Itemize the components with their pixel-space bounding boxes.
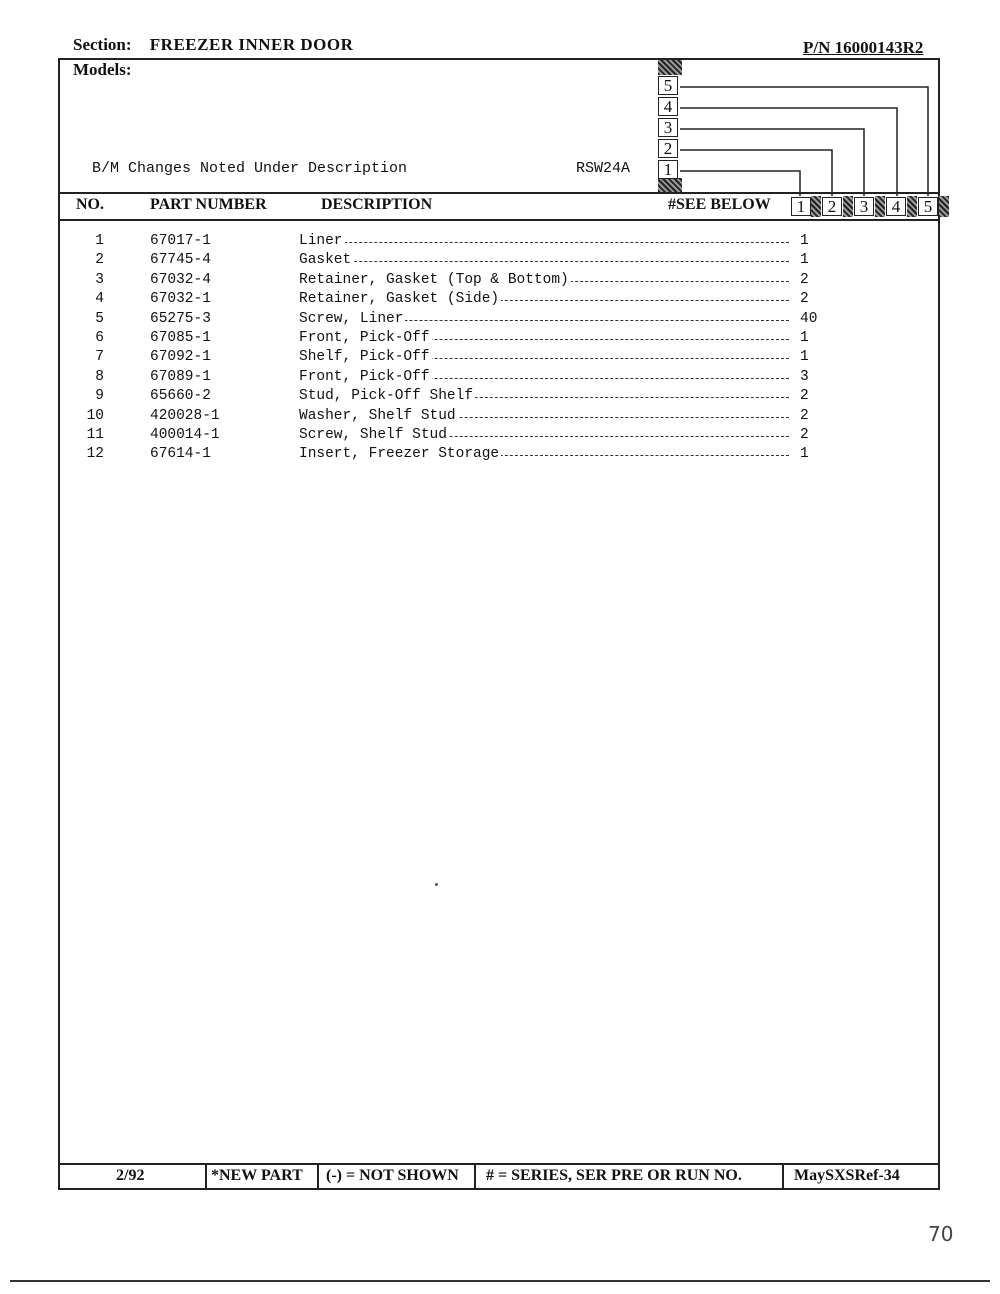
row-part-number: 65660-2: [150, 388, 211, 405]
row-description-text: Front, Pick-Off: [299, 368, 430, 385]
table-row: [0, 446, 1000, 465]
row-no: 11: [86, 427, 104, 443]
row-quantity: 3: [800, 368, 809, 385]
row-no: 4: [95, 291, 104, 308]
row-description: [299, 349, 789, 365]
row-quantity: 1: [800, 233, 809, 249]
footer-bar: [58, 1163, 940, 1190]
row-part-number: 67745-4: [150, 252, 211, 269]
row-description-text: Retainer, Gasket (Side): [299, 291, 500, 308]
stack-box-1: 1: [658, 160, 678, 179]
row-part-number: 67032-4: [150, 271, 211, 288]
row-no: 1: [95, 233, 104, 249]
row-quantity: 2: [800, 388, 809, 405]
row-quantity: 1: [800, 446, 809, 463]
footer-divider: [205, 1165, 207, 1190]
row-part-number: 420028-1: [150, 407, 220, 424]
models-label: Models:: [73, 60, 132, 79]
row-no: 9: [95, 388, 104, 405]
row-description-text: Screw, Liner: [299, 310, 404, 327]
stack-box-4: 4: [658, 97, 678, 116]
footer-not-shown: (-) = NOT SHOWN: [326, 1167, 459, 1184]
row-part-number: 67614-1: [150, 446, 211, 463]
series-box-5: 5: [918, 197, 938, 216]
leader-dashes: [299, 242, 789, 243]
row-description: [299, 446, 789, 462]
col-no: NO.: [76, 196, 104, 213]
row-description: [299, 233, 789, 249]
row-no: 10: [86, 407, 104, 424]
shade-gap: [907, 196, 917, 217]
footer-date: 2/92: [116, 1167, 145, 1184]
row-description-text: Gasket: [299, 252, 352, 269]
section-label: Section:: [73, 35, 132, 54]
stack-box-5: 5: [658, 76, 678, 95]
row-no: 6: [95, 330, 104, 346]
row-part-number: 65275-3: [150, 310, 211, 327]
row-part-number: 400014-1: [150, 427, 220, 443]
shade-gap: [811, 196, 821, 217]
row-quantity: 2: [800, 427, 809, 443]
header-separator: [58, 192, 940, 194]
row-part-number: 67032-1: [150, 291, 211, 308]
row-description-text: Front, Pick-Off: [299, 330, 430, 346]
series-box-2: 2: [822, 197, 842, 216]
row-description: [299, 291, 789, 307]
row-description: [299, 408, 789, 424]
leader-dashes: [299, 261, 789, 262]
table-row: [0, 233, 1000, 252]
connector-5: [680, 87, 928, 196]
table-row: [0, 252, 1000, 271]
row-quantity: 2: [800, 407, 809, 424]
bm-changes-note: B/M Changes Noted Under Description: [92, 160, 408, 177]
table-row: [0, 311, 1000, 330]
row-quantity: 1: [800, 252, 809, 269]
stray-mark: [435, 883, 438, 886]
stack-box-2: 2: [658, 139, 678, 158]
footer-new-part: *NEW PART: [211, 1167, 303, 1184]
row-quantity: 1: [800, 330, 809, 346]
row-description: [299, 252, 789, 268]
row-quantity: 1: [800, 349, 809, 366]
table-row: [0, 291, 1000, 310]
table-row: [0, 272, 1000, 291]
row-description-text: Shelf, Pick-Off: [299, 349, 430, 366]
row-description: [299, 369, 789, 385]
page-bottom-rule: [10, 1280, 990, 1282]
row-description-text: Washer, Shelf Stud: [299, 407, 456, 424]
shade-gap: [875, 196, 885, 217]
model-name: RSW24A: [576, 160, 631, 177]
row-description-text: Retainer, Gasket (Top & Bottom): [299, 271, 569, 288]
handwritten-mark: 70: [928, 1222, 954, 1246]
row-description: [299, 311, 789, 327]
footer-divider: [317, 1165, 319, 1190]
row-description-text: Insert, Freezer Storage: [299, 446, 500, 463]
series-box-4: 4: [886, 197, 906, 216]
connector-2: [680, 150, 832, 196]
row-description-text: Screw, Shelf Stud: [299, 427, 447, 443]
footer-ref: MaySXSRef-34: [794, 1167, 900, 1184]
row-description: [299, 388, 789, 404]
connector-3: [680, 129, 864, 196]
row-no: 2: [95, 252, 104, 269]
stack-box-3: 3: [658, 118, 678, 137]
col-see-below: #SEE BELOW: [668, 196, 771, 213]
col-description: DESCRIPTION: [321, 196, 433, 213]
table-row: [0, 349, 1000, 368]
row-description: [299, 427, 789, 443]
row-part-number: 67092-1: [150, 349, 211, 366]
row-no: 8: [95, 368, 104, 385]
shade-gap: [843, 196, 853, 217]
row-quantity: 2: [800, 271, 809, 288]
row-quantity: 2: [800, 291, 809, 308]
section-value: FREEZER INNER DOOR: [149, 35, 354, 54]
table-row: [0, 330, 1000, 349]
footer-series-note: # = SERIES, SER PRE OR RUN NO.: [486, 1167, 742, 1184]
row-quantity: 40: [800, 310, 818, 327]
table-row: [0, 408, 1000, 427]
row-description-text: Stud, Pick-Off Shelf: [299, 388, 474, 405]
table-row: [0, 388, 1000, 407]
row-description: [299, 272, 789, 288]
col-part-number: PART NUMBER: [150, 196, 267, 213]
series-box-1: 1: [791, 197, 811, 216]
footer-divider: [782, 1165, 784, 1190]
column-separator: [58, 219, 940, 221]
part-number-heading: P/N 16000143R2: [803, 38, 924, 57]
row-part-number: 67017-1: [150, 233, 211, 249]
row-part-number: 67089-1: [150, 368, 211, 385]
row-no: 7: [95, 349, 104, 366]
table-row: [0, 369, 1000, 388]
table-row: [0, 427, 1000, 446]
row-part-number: 67085-1: [150, 330, 211, 346]
row-description-text: Liner: [299, 233, 343, 249]
footer-divider: [474, 1165, 476, 1190]
row-no: 12: [86, 446, 104, 463]
series-box-3: 3: [854, 197, 874, 216]
row-description: [299, 330, 789, 346]
row-no: 5: [95, 310, 104, 327]
row-no: 3: [95, 271, 104, 288]
shade-gap: [939, 196, 949, 217]
